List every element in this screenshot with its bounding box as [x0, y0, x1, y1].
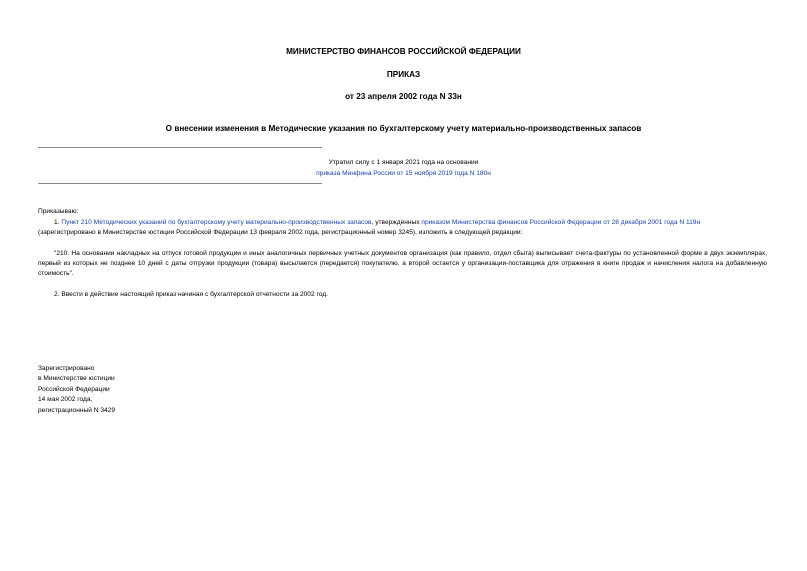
registration-block: [38, 364, 115, 416]
repeal-order-link[interactable]: приказа Минфина России от 15 ноября 2019 года N 180н: [316, 170, 491, 177]
status-note-text: Утратил силу с 1 января 2021 года на основании: [328, 159, 479, 166]
registration-line: регистрационный N 3429: [38, 406, 116, 414]
item-1-number: 1.: [54, 219, 62, 226]
item-1-second-line: (зарегистрировано в Министерстве юстиции Российской Федерации 13 февраля 2002 года, регистрационный номер 3245), изложить в следующей редакции:: [38, 229, 523, 236]
document-date: от 23 апреля 2002 года N 33н: [345, 92, 462, 101]
registration-line: Российской Федерации: [38, 385, 110, 393]
registration-line: 14 мая 2002 года,: [38, 396, 93, 404]
item-1-first-line: [38, 218, 768, 228]
divider-bottom: [38, 183, 322, 184]
quoted-paragraph: "210. На основании накладных на отпуск готовой продукции и иных аналогичных первичных учетных документов организация (как правило, отдел сбыта) выписывает счета-фактуры по установленной форме в двух экземплярах, первый из которых не позднее 10 дней с даты отгрузки продукции (товара) высылается (передается) покупателю, а второй остается у организации-поставщика для отражения в книге продаж и начисления налога на добавленную стоимость".: [38, 250, 767, 277]
item-1-paragraph: [38, 218, 768, 238]
registration-line: в Министерстве юстиции: [38, 375, 115, 383]
item-1-connector: , утвержденных: [371, 219, 422, 226]
document-title: О внесении изменения в Методические указания по бухгалтерскому учету материально-производственных запасов: [165, 124, 642, 133]
document-type: ПРИКАЗ: [386, 70, 421, 79]
status-note-line: [0, 169, 807, 178]
item-2-paragraph: 2. Ввести в действие настоящий приказ начиная с бухгалтерской отчетности за 2002 год.: [54, 291, 328, 298]
ministry-heading: МИНИСТЕРСТВО ФИНАНСОВ РОССИЙСКОЙ ФЕДЕРАЦИИ: [286, 47, 521, 56]
registration-line: Зарегистрировано: [38, 365, 95, 372]
divider-top: [38, 147, 322, 148]
intro-text: Приказываю:: [38, 208, 79, 215]
methodical-guidelines-link[interactable]: Пункт 210 Методических указаний по бухгалтерскому учету материально-производственных запасов: [61, 219, 372, 226]
order-119n-link[interactable]: приказом Министерства финансов Российской Федерации от 28 декабря 2001 года N 119н: [421, 219, 701, 226]
